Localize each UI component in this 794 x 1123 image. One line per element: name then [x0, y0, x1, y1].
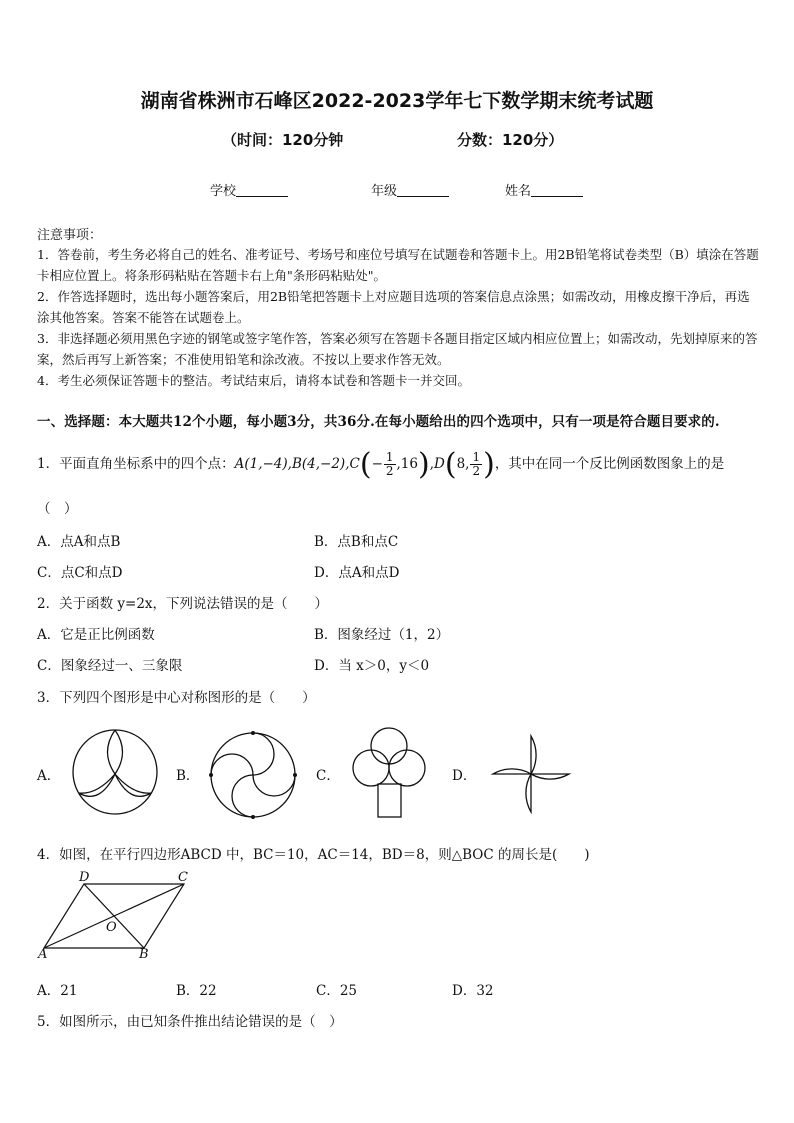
q1-c-denominator: 2 — [385, 464, 394, 478]
q1-d-x: 8, — [456, 456, 470, 472]
q1-c-y: ,16 — [396, 456, 418, 472]
q3-figure-a — [70, 727, 160, 817]
question-1-stem — [37, 447, 724, 482]
q4-option-d: D．32 — [452, 983, 494, 999]
q4-label-o: O — [106, 920, 117, 935]
question-4-stem: 4．如图，在平行四边形ABCD 中，BC＝10，AC＝14，BD＝8，则△BOC 的周长是( ) — [37, 847, 590, 863]
q3-label-a: A． — [37, 768, 61, 784]
q1-c-neg: − — [371, 456, 383, 472]
q2-option-a: A．它是正比例函数 — [37, 627, 155, 643]
q1-point-d-label: D — [434, 456, 445, 472]
q1-d-denominator: 2 — [472, 464, 481, 478]
q1-paren-open-2: ( — [444, 447, 457, 482]
school-blank — [236, 183, 288, 197]
school-field — [210, 180, 288, 199]
q1-c-fraction — [384, 451, 396, 478]
q1-point-a: A(1,−4) — [234, 456, 288, 472]
name-label: 姓名 — [505, 184, 532, 199]
q1-point-b: ,B(4,−2), — [287, 456, 350, 472]
q1-prefix: 1．平面直角坐标系中的四个点： — [37, 456, 235, 472]
q2-option-d: D．当 x＞0，y＜0 — [314, 658, 430, 674]
school-label: 学校 — [210, 184, 237, 199]
exam-score: 分数：120分） — [457, 131, 564, 149]
note-3: 3．非选择题必须用黑色字迹的钢笔或签字笔作答，答案必须写在答题卡各题目指定区域内相应位置上；如需改动，先划掉原来的答案，然后再写上新答案；不准使用铅笔和涂改液。不按以上要求作答无效。 — [37, 331, 758, 367]
q1-paren-open: ( — [359, 447, 372, 482]
q3-label-c: C． — [316, 768, 340, 784]
q4-parallelogram-figure — [36, 868, 196, 963]
q4-label-a: A — [38, 947, 48, 962]
q1-option-a: A．点A和点B — [37, 534, 121, 550]
name-blank — [531, 183, 583, 197]
q3-figure-b — [208, 730, 298, 820]
q4-option-c: C．25 — [316, 983, 358, 999]
q1-answer-bracket: （ ） — [37, 501, 78, 517]
q1-comma: , — [429, 456, 435, 472]
note-4: 4．考生必须保证答题卡的整洁。考试结束后，请将本试卷和答题卡一并交回。 — [37, 373, 470, 388]
q1-option-b: B．点B和点C — [314, 534, 399, 550]
section-heading: 一、选择题：本大题共12个小题，每小题3分，共36分.在每小题给出的四个选项中，只有一项是符合题目要求的. — [37, 414, 720, 430]
q2-option-b: B．图象经过（1，2） — [314, 627, 450, 643]
q3-figure-d — [490, 733, 572, 815]
question-5-stem: 5．如图所示，由已知条件推出结论错误的是（ ） — [37, 1014, 343, 1030]
q4-label-c: C — [178, 870, 188, 885]
q1-d-numerator: 1 — [472, 450, 481, 464]
question-3-stem: 3．下列四个图形是中心对称图形的是（ ） — [37, 690, 316, 706]
q1-option-c: C．点C和点D — [37, 565, 123, 581]
page-title: 湖南省株洲市石峰区2022-2023学年七下数学期末统考试题 — [140, 90, 654, 112]
q1-point-c-label: C — [349, 456, 360, 472]
name-field — [505, 180, 583, 199]
grade-blank — [397, 183, 449, 197]
q1-suffix: ，其中在同一个反比例函数图象上的是 — [494, 456, 725, 472]
grade-label: 年级 — [371, 184, 398, 199]
q4-label-d: D — [79, 870, 90, 885]
q2-option-c: C．图象经过一、三象限 — [37, 658, 183, 674]
notes-heading: 注意事项： — [37, 228, 103, 243]
grade-field — [371, 180, 449, 199]
q1-paren-close: ) — [418, 447, 430, 482]
note-2: 2．作答选择题时，选出每小题答案后，用2B铅笔把答题卡上对应题目选项的答案信息点涂黑；如需改动，用橡皮擦干净后，再选涂其他答案。答案不能答在试题卷上。 — [37, 289, 750, 325]
q4-option-b: B．22 — [176, 983, 217, 999]
q1-c-numerator: 1 — [385, 450, 394, 464]
q1-d-fraction — [470, 451, 482, 478]
q1-paren-close-2: ) — [483, 447, 495, 482]
q3-label-b: B． — [176, 768, 200, 784]
exam-time: （时间：120分钟 — [222, 131, 344, 149]
q3-label-d: D． — [452, 768, 477, 784]
question-2-stem: 2．关于函数 y=2x，下列说法错误的是（ ） — [37, 596, 329, 612]
q4-label-b: B — [139, 947, 149, 962]
note-1: 1．答卷前，考生务必将自己的姓名、准考证号、考场号和座位号填写在试题卷和答题卡上。用2B铅笔将试卷类型（B）填涂在答题卡相应位置上。将条形码粘贴在答题卡右上角"条形码粘贴处"。 — [37, 247, 759, 283]
q3-figure-c — [342, 726, 437, 821]
q1-option-d: D．点A和点D — [314, 565, 400, 581]
q4-option-a: A．21 — [37, 983, 78, 999]
